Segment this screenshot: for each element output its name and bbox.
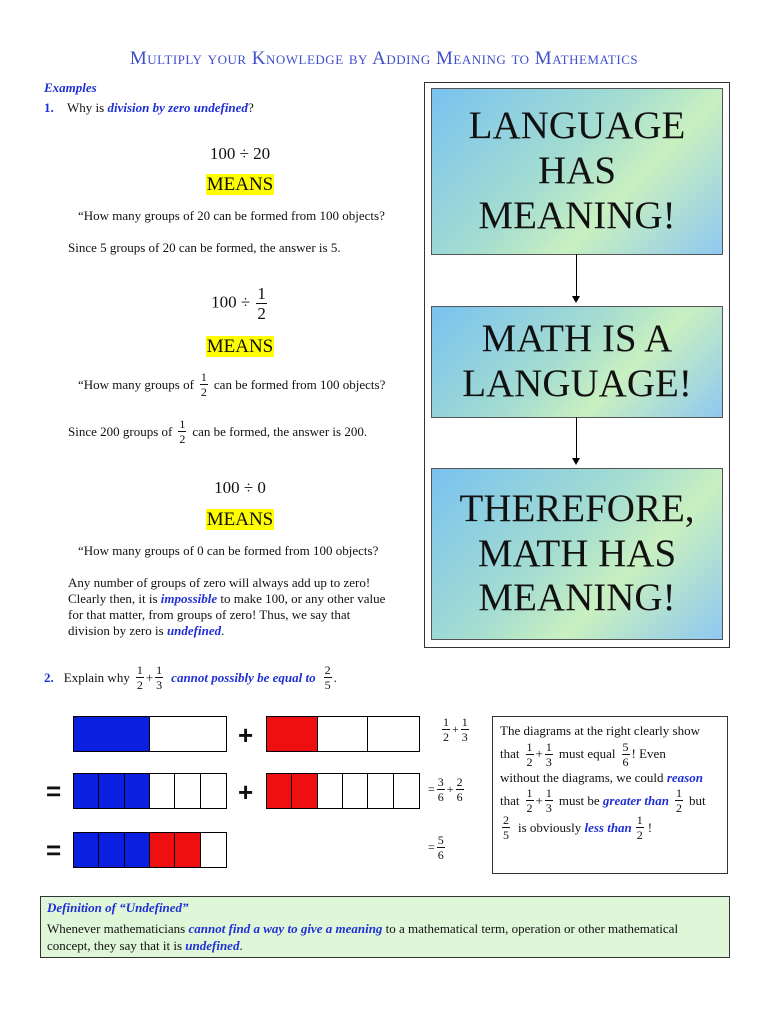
bar-third — [266, 716, 420, 752]
arrow-2-head — [572, 458, 580, 465]
bar-five-sixths — [73, 832, 227, 868]
eq-row-1: $\frac{1}{2}$ + $\frac{1}{3}$ — [443, 715, 468, 744]
means-label-3: MEANS — [206, 509, 274, 530]
page-title: Multiply your Knowledge by Adding Meaning to Mathematics — [129, 48, 639, 69]
example-1-question: 1. Why is division by zero undefined? — [44, 100, 254, 115]
answer-2: Since 200 groups of $\frac{1}{2}$ can be formed, the answer is 200. — [68, 417, 368, 446]
equals-sign-1: = — [46, 776, 62, 806]
box-language-has-meaning: LANGUAGE HAS MEANING! — [431, 88, 723, 255]
quote-1: “How many groups of 20 can be formed from 100 objects? — [78, 208, 385, 223]
examples-label: Examples — [44, 80, 97, 95]
fraction: $\frac{1}{2}$ — [257, 284, 266, 323]
expr-100-div-20: 100 ÷ 20 — [209, 144, 271, 163]
plus-sign-1: + — [238, 720, 254, 750]
quote-2: “How many groups of $\frac{1}{2}$ can be formed from 100 objects? — [78, 370, 386, 399]
eq-row-2: = $\frac{3}{6}$ + $\frac{2}{6}$ — [428, 775, 463, 804]
example-2-question: 2. Explain why $\frac{1}{2}$ + $\frac{1}{3}$ cannot possibly be equal to $\frac{2}{5}$ . — [44, 663, 337, 692]
diagram-explanation-box: The diagrams at the right clearly show that $\frac{1}{2}$ + $\frac{1}{3}$ must equal $\frac{5}{6}$ ! Even without the diagrams, we could reason that $\frac{1}{2}$ + $\frac{1}{3}$ must be greater than $\frac{1}{2}$ but $\frac{2}{5}$ is obviously less than $\frac{1}{2}$ ! — [492, 716, 728, 874]
example-1-number: 1. — [44, 100, 54, 115]
explanation-paragraph: Any number of groups of zero will always add up to zero! Clearly then, it is impossible to make 100, or any other value for that matter, from groups of zero! Thus, we say that division by zero is undefined. — [68, 575, 386, 638]
box-therefore-math-has-meaning: THEREFORE, MATH HAS MEANING! — [431, 468, 723, 640]
arrow-2 — [576, 417, 577, 459]
expr-100-div-0: 100 ÷ 0 — [214, 478, 266, 497]
box-math-is-a-language: MATH IS A LANGUAGE! — [431, 306, 723, 418]
answer-1: Since 5 groups of 20 can be formed, the answer is 5. — [68, 240, 341, 255]
definition-heading: Definition of “Undefined” — [47, 900, 189, 915]
bar-three-sixths — [73, 773, 227, 809]
definition-text: Whenever mathematicians cannot find a way to give a meaning to a mathematical term, operation or other mathematical concept, they say that it is undefined. — [47, 921, 679, 953]
definition-box — [40, 896, 730, 958]
means-label-1: MEANS — [206, 174, 274, 195]
arrow-1 — [576, 254, 577, 297]
bar-two-sixths — [266, 773, 420, 809]
eq-row-3: = $\frac{5}{6}$ — [428, 833, 444, 862]
quote-3: “How many groups of 0 can be formed from 100 objects? — [78, 543, 379, 558]
example-2-number: 2. — [44, 669, 54, 685]
bar-half — [73, 716, 227, 752]
expr-100-div-half: 100 ÷ $\frac{1}{2}$ — [211, 284, 266, 323]
equals-sign-2: = — [46, 835, 62, 865]
plus-sign-2: + — [238, 777, 254, 807]
arrow-1-head — [572, 296, 580, 303]
means-label-2: MEANS — [206, 336, 274, 357]
